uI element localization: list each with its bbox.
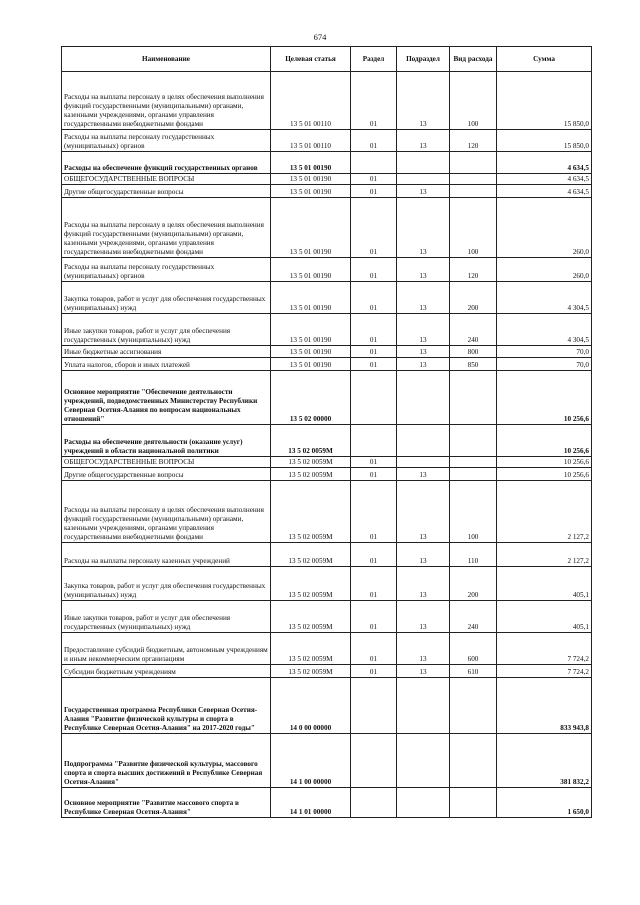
row-target-cell: 13 5 01 00190 [271, 185, 351, 198]
row-subsection-cell [397, 788, 450, 818]
row-sum-cell: 2 127,2 [497, 481, 592, 543]
row-sum-cell: 405,1 [497, 567, 592, 601]
row-subsection-cell: 13 [397, 601, 450, 633]
row-name-cell [62, 258, 271, 282]
row-name-cell [62, 130, 271, 152]
row-name-text: Основное мероприятие "Обеспечение деятельности учреждений, подведомственных Министерству Республики Северная Осетия-Алания по вопросам национальных отношений" [64, 388, 258, 423]
row-name-text: Расходы на выплаты персоналу в целях обеспечения выполнения функций государственными (муниципальными) органами, казенными учреждениями, органами управления государственными внебюджетными фондами [64, 506, 264, 541]
row-target-cell: 13 5 01 00110 [271, 130, 351, 152]
row-subsection-cell: 13 [397, 665, 450, 678]
row-type-cell: 600 [450, 633, 497, 665]
row-section-cell: 01 [351, 601, 397, 633]
row-type-cell: 240 [450, 601, 497, 633]
row-type-cell [450, 788, 497, 818]
row-section-cell: 01 [351, 358, 397, 371]
row-name-cell [62, 198, 271, 258]
row-target-cell: 13 5 02 0059М [271, 425, 351, 457]
table-row [62, 734, 592, 788]
row-sum-cell: 70,0 [497, 358, 592, 371]
row-name-cell [62, 543, 271, 567]
table-row [62, 481, 592, 543]
row-target-cell: 13 5 01 00190 [271, 358, 351, 371]
row-name-cell [62, 567, 271, 601]
row-section-cell: 01 [351, 314, 397, 346]
row-target-cell: 13 5 01 00190 [271, 282, 351, 314]
row-section-cell: 01 [351, 174, 397, 185]
row-sum-cell: 4 634,5 [497, 174, 592, 185]
row-subsection-cell: 13 [397, 314, 450, 346]
row-section-cell: 01 [351, 457, 397, 468]
row-name-cell [62, 665, 271, 678]
row-sum-cell: 10 256,6 [497, 371, 592, 425]
table-row [62, 152, 592, 174]
row-type-cell: 200 [450, 282, 497, 314]
row-name-cell [62, 282, 271, 314]
row-subsection-cell [397, 152, 450, 174]
row-subsection-cell: 13 [397, 346, 450, 358]
row-sum-cell: 7 724,2 [497, 665, 592, 678]
row-name-text: Иные бюджетные ассигнования [64, 348, 162, 356]
row-name-cell [62, 185, 271, 198]
row-subsection-cell: 13 [397, 633, 450, 665]
row-section-cell [351, 734, 397, 788]
row-name-text: Закупка товаров, работ и услуг для обеспечения государственных (муниципальных) нужд [64, 295, 266, 312]
row-name-cell [62, 678, 271, 734]
row-sum-cell: 15 850,0 [497, 130, 592, 152]
row-sum-cell: 15 850,0 [497, 72, 592, 130]
row-name-text: Расходы на выплаты персоналу государственных (муниципальных) органов [64, 263, 215, 280]
row-type-cell: 120 [450, 130, 497, 152]
row-sum-cell: 1 650,0 [497, 788, 592, 818]
row-section-cell: 01 [351, 198, 397, 258]
header-type: Вид расхода [450, 47, 497, 72]
row-type-cell: 610 [450, 665, 497, 678]
row-target-cell: 13 5 02 0059М [271, 567, 351, 601]
row-subsection-cell: 13 [397, 543, 450, 567]
row-name-text: Иные закупки товаров, работ и услуг для обеспечения государственных (муниципальных) нужд [64, 327, 231, 344]
row-section-cell: 01 [351, 258, 397, 282]
row-name-cell [62, 174, 271, 185]
row-subsection-cell [397, 371, 450, 425]
row-subsection-cell [397, 174, 450, 185]
row-subsection-cell [397, 678, 450, 734]
row-sum-cell: 4 634,5 [497, 152, 592, 174]
row-name-text: ОБЩЕГОСУДАРСТВЕННЫЕ ВОПРОСЫ [64, 175, 195, 183]
table-row [62, 601, 592, 633]
row-subsection-cell [397, 457, 450, 468]
row-name-text: Основное мероприятие "Развитие массового спорта в Республике Северная Осетия-Алания" [64, 799, 239, 816]
row-section-cell: 01 [351, 468, 397, 481]
table-row [62, 457, 592, 468]
row-subsection-cell: 13 [397, 282, 450, 314]
row-section-cell: 01 [351, 481, 397, 543]
table-header-row [62, 47, 592, 72]
row-sum-cell: 833 943,8 [497, 678, 592, 734]
row-type-cell: 100 [450, 481, 497, 543]
row-name-text: Предоставление субсидий бюджетным, автономным учреждениям и иным некоммерческим организациям [64, 646, 268, 663]
row-subsection-cell: 13 [397, 198, 450, 258]
row-section-cell: 01 [351, 185, 397, 198]
row-name-cell [62, 371, 271, 425]
row-section-cell [351, 678, 397, 734]
row-section-cell [351, 371, 397, 425]
row-target-cell: 13 5 01 00190 [271, 314, 351, 346]
row-type-cell [450, 425, 497, 457]
row-type-cell: 200 [450, 567, 497, 601]
row-type-cell [450, 457, 497, 468]
row-subsection-cell [397, 734, 450, 788]
table-row [62, 665, 592, 678]
table-row [62, 543, 592, 567]
row-name-text: Расходы на выплаты персоналу в целях обеспечения выполнения функций государственными (муниципальными) органами, казенными учреждениями, органами управления государственными внебюджетными фондами [64, 93, 264, 128]
row-section-cell: 01 [351, 665, 397, 678]
row-target-cell: 13 5 02 0059М [271, 481, 351, 543]
row-name-cell [62, 358, 271, 371]
row-name-cell [62, 72, 271, 130]
row-name-cell [62, 788, 271, 818]
table-row [62, 468, 592, 481]
row-target-cell: 13 5 01 00190 [271, 346, 351, 358]
row-target-cell: 14 0 00 00000 [271, 678, 351, 734]
row-sum-cell: 260,0 [497, 258, 592, 282]
row-subsection-cell: 13 [397, 185, 450, 198]
header-target: Целевая статья [271, 47, 351, 72]
row-name-text: Иные закупки товаров, работ и услуг для обеспечения государственных (муниципальных) нужд [64, 614, 231, 631]
row-name-text: Государственная программа Республики Северная Осетия-Алания "Развитие физической культуры и спорта в Республике Северная Осетия-Алания" на 2017-2020 годы" [64, 706, 258, 732]
table-row [62, 72, 592, 130]
row-sum-cell: 4 304,5 [497, 282, 592, 314]
row-target-cell: 13 5 02 0059М [271, 665, 351, 678]
row-name-text: Расходы на выплаты персоналу казенных учреждений [64, 557, 230, 565]
row-section-cell: 01 [351, 130, 397, 152]
table-row [62, 185, 592, 198]
row-type-cell: 110 [450, 543, 497, 567]
row-name-text: Расходы на обеспечение деятельности (оказание услуг) учреждений в области национальной политики [64, 438, 243, 455]
row-section-cell: 01 [351, 72, 397, 130]
row-target-cell: 13 5 02 0059М [271, 457, 351, 468]
row-name-text: Субсидии бюджетным учреждениям [64, 668, 176, 676]
row-subsection-cell: 13 [397, 130, 450, 152]
row-sum-cell: 7 724,2 [497, 633, 592, 665]
row-type-cell: 240 [450, 314, 497, 346]
header-name: Наименование [62, 47, 271, 72]
row-type-cell [450, 174, 497, 185]
row-target-cell: 13 5 02 0059М [271, 468, 351, 481]
row-target-cell: 13 5 02 0059М [271, 543, 351, 567]
row-sum-cell: 4 634,5 [497, 185, 592, 198]
row-type-cell [450, 371, 497, 425]
row-target-cell: 13 5 01 00190 [271, 258, 351, 282]
table-row [62, 788, 592, 818]
row-subsection-cell: 13 [397, 72, 450, 130]
row-target-cell: 14 1 01 00000 [271, 788, 351, 818]
row-name-text: Закупка товаров, работ и услуг для обеспечения государственных (муниципальных) нужд [64, 582, 266, 599]
table-row [62, 130, 592, 152]
table-row [62, 425, 592, 457]
row-name-text: Уплата налогов, сборов и иных платежей [64, 361, 190, 369]
table-row [62, 371, 592, 425]
row-section-cell [351, 425, 397, 457]
table-row [62, 174, 592, 185]
table-row [62, 314, 592, 346]
row-subsection-cell [397, 425, 450, 457]
row-type-cell: 850 [450, 358, 497, 371]
table-row [62, 567, 592, 601]
row-name-cell [62, 633, 271, 665]
header-sum: Сумма [497, 47, 592, 72]
row-name-text: ОБЩЕГОСУДАРСТВЕННЫЕ ВОПРОСЫ [64, 458, 195, 466]
header-section: Раздел [351, 47, 397, 72]
row-type-cell [450, 185, 497, 198]
row-target-cell: 13 5 01 00190 [271, 152, 351, 174]
row-name-text: Другие общегосударственные вопросы [64, 471, 184, 479]
row-name-cell [62, 468, 271, 481]
row-name-cell [62, 734, 271, 788]
row-section-cell: 01 [351, 543, 397, 567]
row-name-cell [62, 152, 271, 174]
row-name-text: Расходы на выплаты персоналу государственных (муниципальных) органов [64, 133, 215, 150]
table-row [62, 346, 592, 358]
row-sum-cell: 2 127,2 [497, 543, 592, 567]
row-name-text: Подпрограмма "Развитие физической культуры, массового спорта и спорта высших достижений в Республике Северная Осетия-Алания" [64, 760, 263, 786]
row-target-cell: 13 5 01 00190 [271, 198, 351, 258]
row-subsection-cell: 13 [397, 358, 450, 371]
table-row [62, 678, 592, 734]
row-sum-cell: 10 256,6 [497, 468, 592, 481]
row-section-cell: 01 [351, 633, 397, 665]
row-target-cell: 13 5 02 0059М [271, 601, 351, 633]
row-section-cell: 01 [351, 567, 397, 601]
row-subsection-cell: 13 [397, 481, 450, 543]
row-type-cell [450, 468, 497, 481]
row-name-cell [62, 457, 271, 468]
row-type-cell [450, 678, 497, 734]
row-type-cell: 100 [450, 198, 497, 258]
row-name-text: Другие общегосударственные вопросы [64, 188, 184, 196]
row-subsection-cell: 13 [397, 468, 450, 481]
row-subsection-cell: 13 [397, 258, 450, 282]
row-target-cell: 13 5 02 00000 [271, 371, 351, 425]
table-row [62, 633, 592, 665]
row-target-cell: 13 5 01 00190 [271, 174, 351, 185]
row-type-cell [450, 152, 497, 174]
row-sum-cell: 10 256,6 [497, 425, 592, 457]
row-name-cell [62, 601, 271, 633]
row-target-cell: 13 5 02 0059М [271, 633, 351, 665]
row-type-cell: 120 [450, 258, 497, 282]
row-name-text: Расходы на выплаты персоналу в целях обеспечения выполнения функций государственными (муниципальными) органами, казенными учреждениями, органами управления государственными внебюджетными фондами [64, 221, 264, 256]
row-name-cell [62, 314, 271, 346]
row-name-cell [62, 346, 271, 358]
row-section-cell: 01 [351, 282, 397, 314]
row-sum-cell: 260,0 [497, 198, 592, 258]
row-name-text: Расходы на обеспечение функций государственных органов [64, 164, 258, 172]
budget-table [61, 46, 592, 818]
row-sum-cell: 4 304,5 [497, 314, 592, 346]
row-name-cell [62, 481, 271, 543]
row-name-cell [62, 425, 271, 457]
row-target-cell: 14 1 00 00000 [271, 734, 351, 788]
row-section-cell: 01 [351, 346, 397, 358]
table-row [62, 282, 592, 314]
page-number: 674 [313, 32, 327, 42]
row-type-cell: 100 [450, 72, 497, 130]
row-sum-cell: 70,0 [497, 346, 592, 358]
table-row [62, 258, 592, 282]
header-subsection: Подраздел [397, 47, 450, 72]
row-type-cell [450, 734, 497, 788]
row-sum-cell: 381 832,2 [497, 734, 592, 788]
row-type-cell: 800 [450, 346, 497, 358]
row-section-cell [351, 152, 397, 174]
table-row [62, 198, 592, 258]
row-sum-cell: 10 256,6 [497, 457, 592, 468]
row-section-cell [351, 788, 397, 818]
row-target-cell: 13 5 01 00110 [271, 72, 351, 130]
table-row [62, 358, 592, 371]
row-subsection-cell: 13 [397, 567, 450, 601]
row-sum-cell: 405,1 [497, 601, 592, 633]
